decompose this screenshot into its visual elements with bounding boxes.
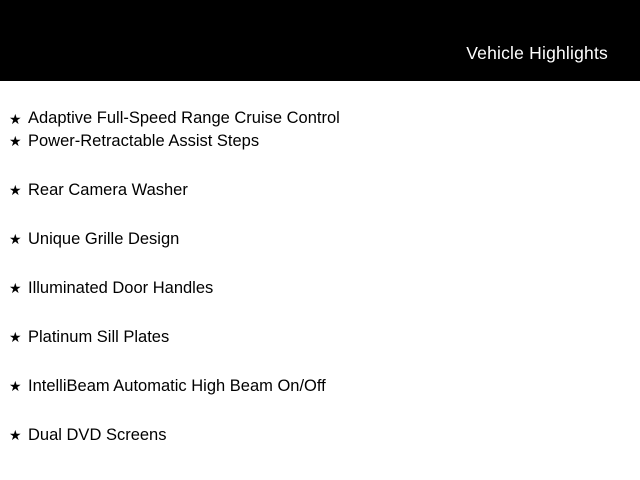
highlights-list <box>0 81 640 476</box>
list-item <box>0 329 640 378</box>
star-bullet-icon: ★ <box>9 182 22 198</box>
highlight-label: Adaptive Full-Speed Range Cruise Control <box>28 108 340 127</box>
list-item <box>0 133 640 182</box>
page-title: Vehicle Highlights <box>466 42 608 63</box>
highlight-label: Illuminated Door Handles <box>28 279 214 297</box>
star-bullet-icon: ★ <box>9 427 22 443</box>
star-bullet-icon: ★ <box>9 280 22 296</box>
star-bullet-icon: ★ <box>9 133 22 149</box>
highlight-label: Platinum Sill Plates <box>28 328 170 346</box>
star-bullet-icon: ★ <box>9 329 22 345</box>
page-header <box>0 0 640 81</box>
list-item <box>0 231 640 280</box>
highlight-label: Power-Retractable Assist Steps <box>28 132 260 150</box>
list-item <box>0 378 640 427</box>
highlight-label: Rear Camera Washer <box>28 181 188 199</box>
list-item <box>0 280 640 329</box>
highlight-label: Dual DVD Screens <box>28 426 167 444</box>
star-bullet-icon: ★ <box>9 111 22 127</box>
star-bullet-icon: ★ <box>9 231 22 247</box>
list-item <box>0 81 640 133</box>
highlight-label: Unique Grille Design <box>28 230 180 248</box>
list-item <box>0 427 640 476</box>
star-bullet-icon: ★ <box>9 378 22 394</box>
highlight-label: IntelliBeam Automatic High Beam On/Off <box>28 377 326 395</box>
list-item <box>0 182 640 231</box>
